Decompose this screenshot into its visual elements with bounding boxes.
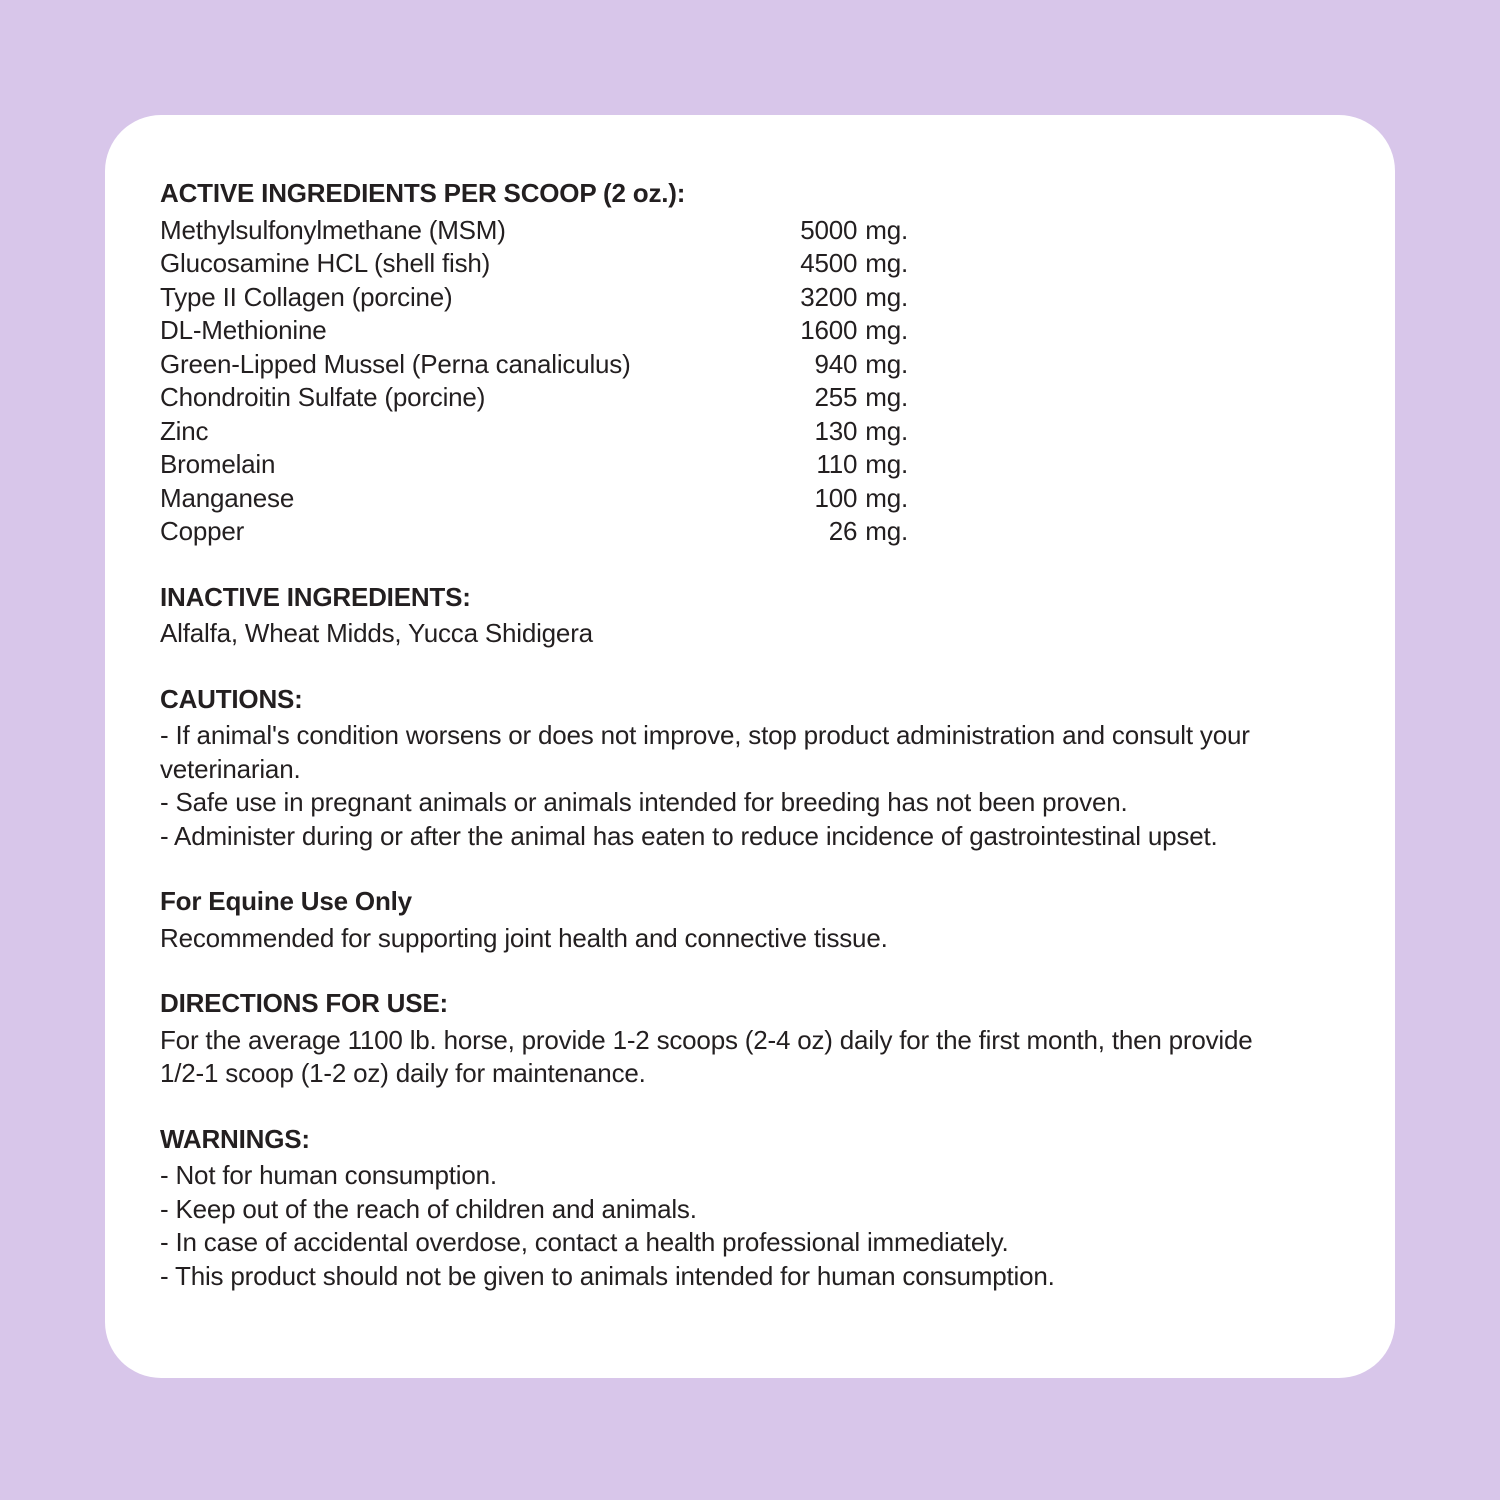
ingredient-unit: mg.: [865, 348, 908, 379]
cautions-heading: CAUTIONS:: [160, 683, 303, 714]
warning-line: - In case of accidental overdose, contact a health professional immediately.: [160, 1227, 1009, 1257]
ingredient-amount: 1600: [800, 315, 858, 345]
ingredient-name: Glucosamine HCL (shell fish): [160, 248, 491, 278]
caution-line: - Administer during or after the animal has eaten to reduce incidence of gastrointestinal upset.: [160, 820, 1218, 851]
warnings-heading: WARNINGS:: [160, 1123, 310, 1154]
ingredient-name: Methylsulfonylmethane (MSM): [160, 214, 506, 245]
ingredient-row: [160, 448, 908, 482]
ingredient-unit: mg.: [865, 382, 908, 412]
ingredient-name: Chondroitin Sulfate (porcine): [160, 382, 486, 412]
ingredient-amount: 255: [814, 382, 858, 412]
ingredient-amount: 130: [814, 415, 858, 446]
ingredient-amount: 4500: [800, 248, 858, 278]
active-ingredients-heading: ACTIVE INGREDIENTS PER SCOOP (2 oz.):: [160, 178, 686, 208]
ingredient-name: DL-Methionine: [160, 315, 327, 345]
inactive-ingredients-heading: INACTIVE INGREDIENTS:: [160, 581, 471, 612]
ingredient-unit: mg.: [865, 449, 908, 479]
equine-use-line: Recommended for supporting joint health and connective tissue.: [160, 922, 888, 953]
warning-line: - This product should not be given to animals intended for human consumption.: [160, 1260, 1055, 1291]
inactive-ingredients-text: Alfalfa, Wheat Midds, Yucca Shidigera: [160, 618, 593, 648]
active-ingredients-section: [160, 177, 1340, 549]
equine-use-section: [160, 885, 1340, 955]
ingredient-name: Green-Lipped Mussel (Perna canaliculus): [160, 348, 631, 379]
directions-line: 1/2-1 scoop (1-2 oz) daily for maintenance.: [160, 1058, 646, 1088]
cautions-section: [160, 683, 1340, 854]
caution-line: - Safe use in pregnant animals or animals intended for breeding has not been proven.: [160, 787, 1128, 817]
ingredient-row: [160, 247, 908, 281]
ingredient-amount: 3200: [800, 281, 858, 312]
warning-line: - Not for human consumption.: [160, 1160, 497, 1190]
ingredient-row: [160, 515, 908, 549]
ingredient-amount: 26: [828, 516, 858, 546]
ingredient-unit: mg.: [865, 516, 908, 546]
ingredient-row: [160, 314, 908, 348]
ingredient-amount: 110: [816, 449, 858, 479]
ingredient-row: [160, 348, 908, 382]
warning-line: - Keep out of the reach of children and animals.: [160, 1193, 697, 1224]
ingredient-amount: 940: [814, 348, 858, 379]
caution-line: - If animal's condition worsens or does not improve, stop product administration and consult your: [160, 720, 1250, 750]
ingredient-name: Zinc: [160, 415, 209, 446]
ingredient-row: [160, 281, 908, 315]
ingredient-unit: mg.: [865, 281, 908, 312]
ingredient-row: [160, 415, 908, 449]
ingredient-amount: 100: [814, 482, 858, 513]
ingredient-unit: mg.: [865, 214, 908, 245]
ingredient-row: [160, 214, 908, 248]
inactive-ingredients-section: [160, 581, 1340, 651]
ingredient-unit: mg.: [865, 482, 908, 513]
ingredient-unit: mg.: [865, 315, 908, 345]
ingredient-unit: mg.: [865, 415, 908, 446]
caution-line: veterinarian.: [160, 753, 301, 784]
ingredient-name: Copper: [160, 516, 245, 546]
equine-use-heading: For Equine Use Only: [160, 886, 412, 916]
ingredient-row: [160, 482, 908, 516]
ingredient-name: Manganese: [160, 482, 295, 513]
directions-heading: DIRECTIONS FOR USE:: [160, 988, 448, 1018]
warnings-section: [160, 1123, 1340, 1294]
ingredient-name: Bromelain: [160, 449, 276, 479]
ingredient-unit: mg.: [865, 248, 908, 278]
directions-line: For the average 1100 lb. horse, provide 1-2 scoops (2-4 oz) daily for the first month, then provide: [160, 1024, 1253, 1055]
ingredient-name: Type II Collagen (porcine): [160, 281, 453, 312]
ingredient-row: [160, 381, 908, 415]
ingredient-amount: 5000: [800, 214, 858, 245]
supplement-label-card: [105, 115, 1395, 1378]
active-ingredients-table: [160, 214, 908, 549]
directions-section: [160, 987, 1340, 1091]
